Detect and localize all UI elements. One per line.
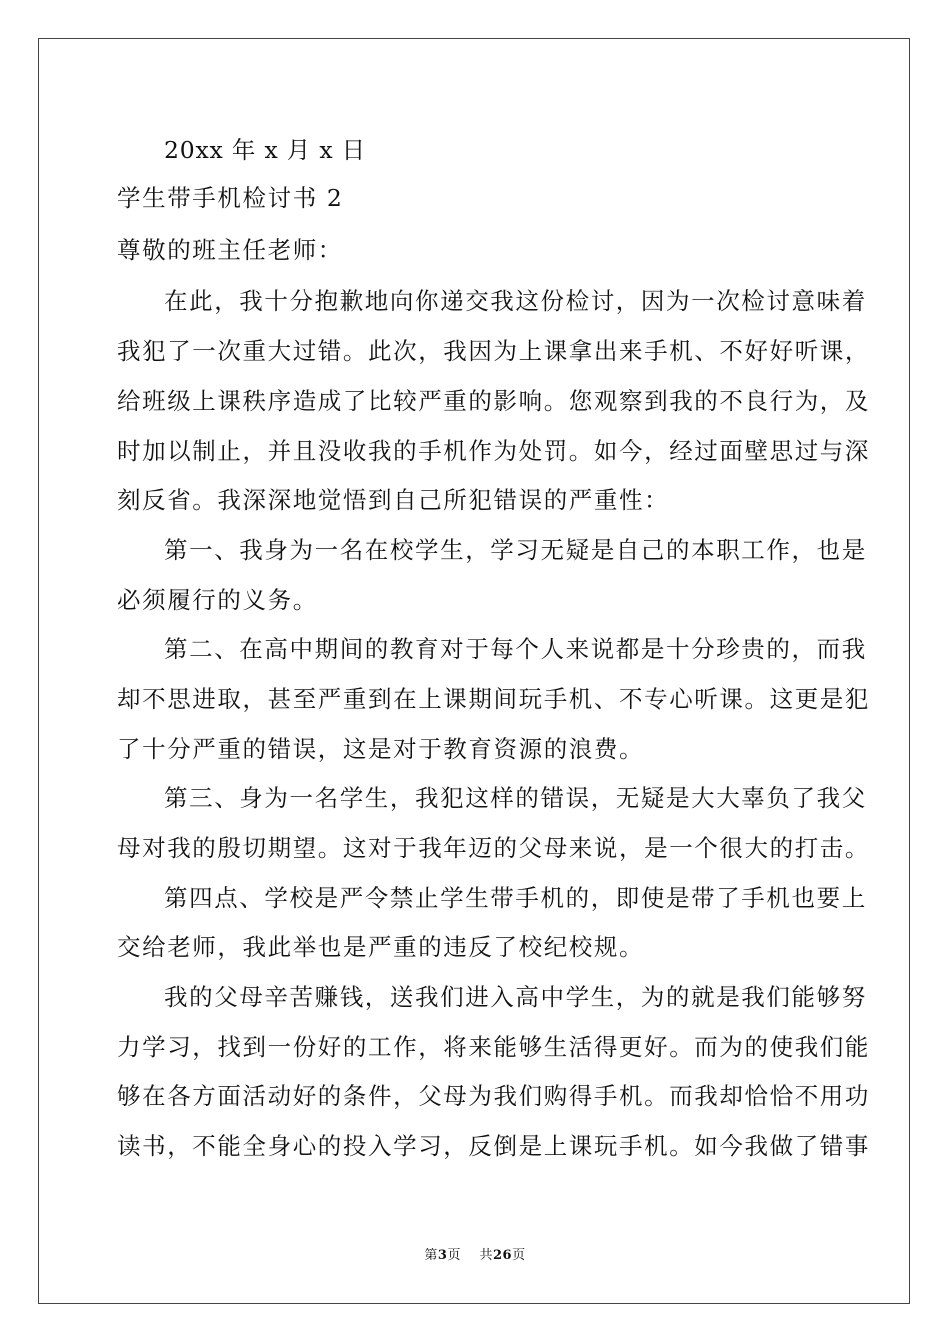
- paragraph-3-line-1: 第二、在高中期间的教育对于每个人来说都是十分珍贵的，而我: [164, 635, 867, 663]
- paragraph-1-line-5: 刻反省。我深深地觉悟到自己所犯错误的严重性：: [117, 486, 670, 514]
- paragraph-6-line-3: 够在各方面活动好的条件，父母为我们购得手机。而我却恰恰不用功: [117, 1082, 870, 1110]
- paragraph-4-line-2: 母对我的殷切期望。这对于我年迈的父母来说，是一个很大的打击。: [117, 834, 870, 862]
- footer-total-unit: 页: [512, 1248, 526, 1263]
- paragraph-3-line-3: 了十分严重的错误，这是对于教育资源的浪费。: [117, 735, 645, 763]
- paragraph-6-line-1: 我的父母辛苦赚钱，送我们进入高中学生，为的就是我们能够努: [164, 983, 867, 1011]
- document-title: 学生带手机检讨书 2: [117, 184, 344, 212]
- paragraph-1-line-1: 在此，我十分抱歉地向你递交我这份检讨，因为一次检讨意味着: [164, 287, 867, 315]
- footer-page-prefix: 第: [424, 1248, 438, 1263]
- paragraph-5-line-2: 交给老师，我此举也是严重的违反了校纪校规。: [117, 933, 645, 961]
- paragraph-3-line-2: 却不思进取，甚至严重到在上课期间玩手机、不专心听课。这更是犯: [117, 685, 870, 713]
- page-footer: [0, 1248, 950, 1264]
- footer-page-unit: 页: [447, 1248, 461, 1263]
- paragraph-2-line-1: 第一、我身为一名在校学生，学习无疑是自己的本职工作，也是: [164, 536, 867, 564]
- page-border: [38, 38, 910, 1304]
- paragraph-2-line-2: 必须履行的义务。: [117, 586, 318, 614]
- paragraph-1-line-4: 时加以制止，并且没收我的手机作为处罚。如今，经过面壁思过与深: [117, 437, 870, 465]
- paragraph-4-line-1: 第三、身为一名学生，我犯这样的错误，无疑是大大辜负了我父: [164, 784, 867, 812]
- footer-page-number: 3: [437, 1248, 448, 1263]
- paragraph-6-line-4: 读书，不能全身心的投入学习，反倒是上课玩手机。如今我做了错事: [117, 1132, 870, 1160]
- paragraph-6-line-2: 力学习，找到一份好的工作，将来能够生活得更好。而为的使我们能: [117, 1033, 870, 1061]
- date-line: 20xx 年 x 月 x 日: [164, 136, 366, 164]
- footer-total-prefix: 共: [479, 1248, 493, 1263]
- paragraph-1-line-3: 给班级上课秩序造成了比较严重的影响。您观察到我的不良行为，及: [117, 387, 870, 415]
- footer-total-pages: 26: [493, 1248, 513, 1263]
- paragraph-5-line-1: 第四点、学校是严令禁止学生带手机的，即使是带了手机也要上: [164, 884, 867, 912]
- salutation: 尊敬的班主任老师：: [117, 236, 343, 264]
- paragraph-1-line-2: 我犯了一次重大过错。此次，我因为上课拿出来手机、不好好听课，: [117, 337, 870, 365]
